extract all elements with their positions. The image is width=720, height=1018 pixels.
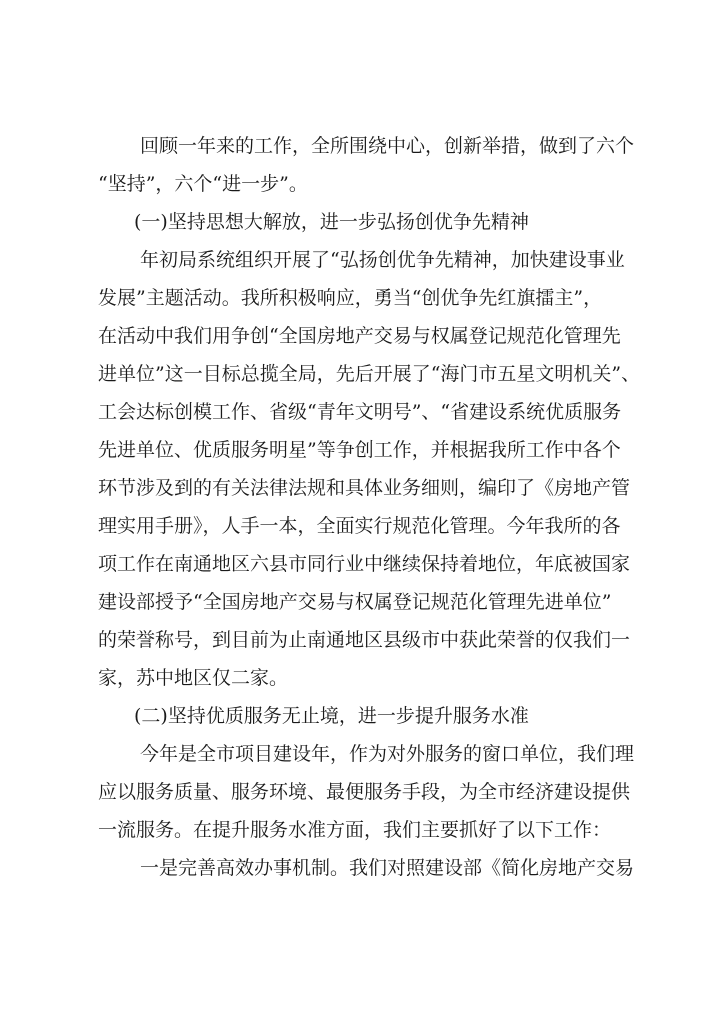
paragraph-1-line-6: 先进单位、优质服务明星”等争创工作，并根据我所工作中各个: [98, 439, 621, 461]
paragraph-1-line-4: 进单位”这一目标总揽全局，先后开展了“海门市五星文明机关”、: [98, 363, 641, 385]
section-heading-2: (二)坚持优质服务无止境，进一步提升服务水准: [134, 705, 529, 727]
paragraph-1-line-10: 建设部授予“全国房地产交易与权属登记规范化管理先进单位”: [98, 591, 612, 613]
paragraph-1-line-11: 的荣誉称号，到目前为止南通地区县级市中获此荣誉的仅我们一: [98, 629, 631, 651]
paragraph-intro-line-1: 回顾一年来的工作，全所围绕中心，创新举措，做到了六个: [140, 135, 635, 157]
paragraph-1-line-5: 工会达标创模工作、省级“青年文明号”、“省建设系统优质服务: [98, 401, 622, 423]
paragraph-3-line-1: 一是完善高效办事机制。我们对照建设部《简化房地产交易: [140, 857, 635, 879]
section-heading-1: (一)坚持思想大解放，进一步弘扬创优争先精神: [134, 211, 529, 233]
paragraph-1-line-7: 环节涉及到的有关法律法规和具体业务细则，编印了《房地产管: [98, 477, 631, 499]
paragraph-2-line-3: 一流服务。在提升服务水准方面，我们主要抓好了以下工作：: [98, 819, 612, 841]
paragraph-1-line-12: 家，苏中地区仅二家。: [98, 667, 289, 689]
paragraph-1-line-1: 年初局系统组织开展了“弘扬创优争先精神，加快建设事业: [140, 249, 625, 271]
paragraph-2-line-2: 应以服务质量、服务环境、最便服务手段，为全市经济建设提供: [98, 781, 631, 803]
paragraph-1-line-2: 发展”主题活动。我所积极响应，勇当“创优争先红旗擂主”，: [98, 287, 603, 309]
paragraph-1-line-9: 项工作在南通地区六县市同行业中继续保持着地位，年底被国家: [98, 553, 631, 575]
paragraph-intro-line-2: “坚持”，六个“进一步”。: [98, 173, 308, 195]
paragraph-2-line-1: 今年是全市项目建设年，作为对外服务的窗口单位，我们理: [140, 743, 635, 765]
paragraph-1-line-8: 理实用手册》，人手一本，全面实行规范化管理。今年我所的各: [98, 515, 621, 537]
paragraph-1-line-3: 在活动中我们用争创“全国房地产交易与权属登记规范化管理先: [98, 325, 621, 347]
